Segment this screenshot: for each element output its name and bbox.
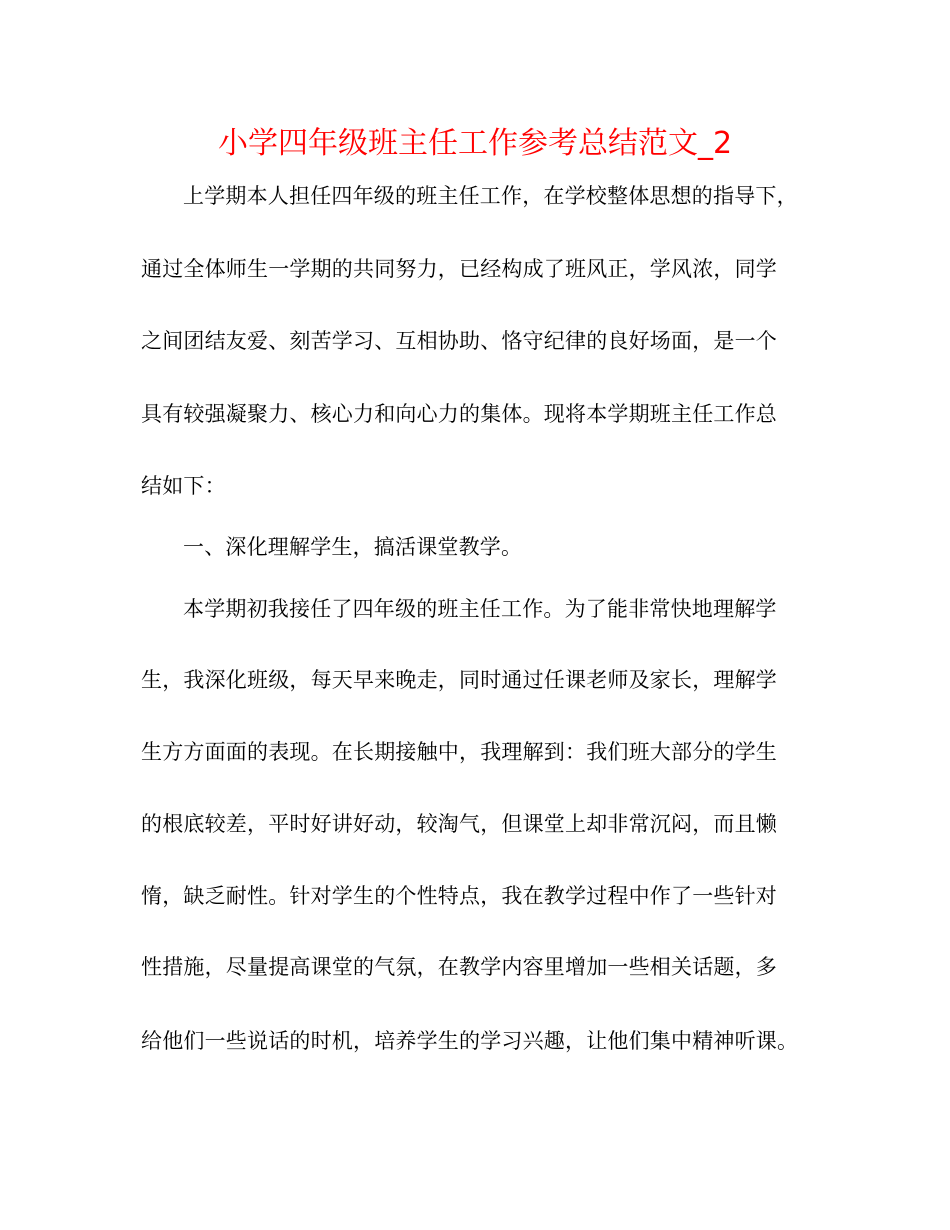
document-title: 小学四年级班主任工作参考总结范文_2 [217, 126, 733, 161]
paragraph-line: 生，我深化班级，每天早来晚走，同时通过任课老师及家长，理解学 [141, 668, 777, 692]
paragraph-line: 通过全体师生一学期的共同努力，已经构成了班风正，学风浓，同学 [141, 257, 777, 281]
paragraph-line: 的根底较差，平时好讲好动，较淘气，但课堂上却非常沉闷，而且懒 [141, 812, 777, 836]
paragraph-line: 结如下： [141, 474, 226, 498]
paragraph-line: 之间团结友爱、刻苦学习、互相协助、恪守纪律的良好场面，是一个 [141, 329, 777, 353]
paragraph-line: 具有较强凝聚力、核心力和向心力的集体。现将本学期班主任工作总 [141, 402, 777, 426]
paragraph-line: 本学期初我接任了四年级的班主任工作。为了能非常快地理解学 [183, 597, 777, 621]
paragraph-line: 性措施，尽量提高课堂的气氛，在教学内容里增加一些相关话题，多 [141, 955, 777, 979]
paragraph-line: 给他们一些说话的时机，培养学生的学习兴趣，让他们集中精神听课。 [141, 1029, 799, 1053]
section-heading: 一、深化理解学生，搞活课堂教学。 [183, 535, 523, 559]
paragraph-line: 生方方面面的表现。在长期接触中，我理解到：我们班大部分的学生 [141, 740, 777, 764]
paragraph-line: 上学期本人担任四年级的班主任工作，在学校整体思想的指导下， [183, 184, 798, 208]
paragraph-line: 惰，缺乏耐性。针对学生的个性特点，我在教学过程中作了一些针对 [141, 884, 777, 908]
